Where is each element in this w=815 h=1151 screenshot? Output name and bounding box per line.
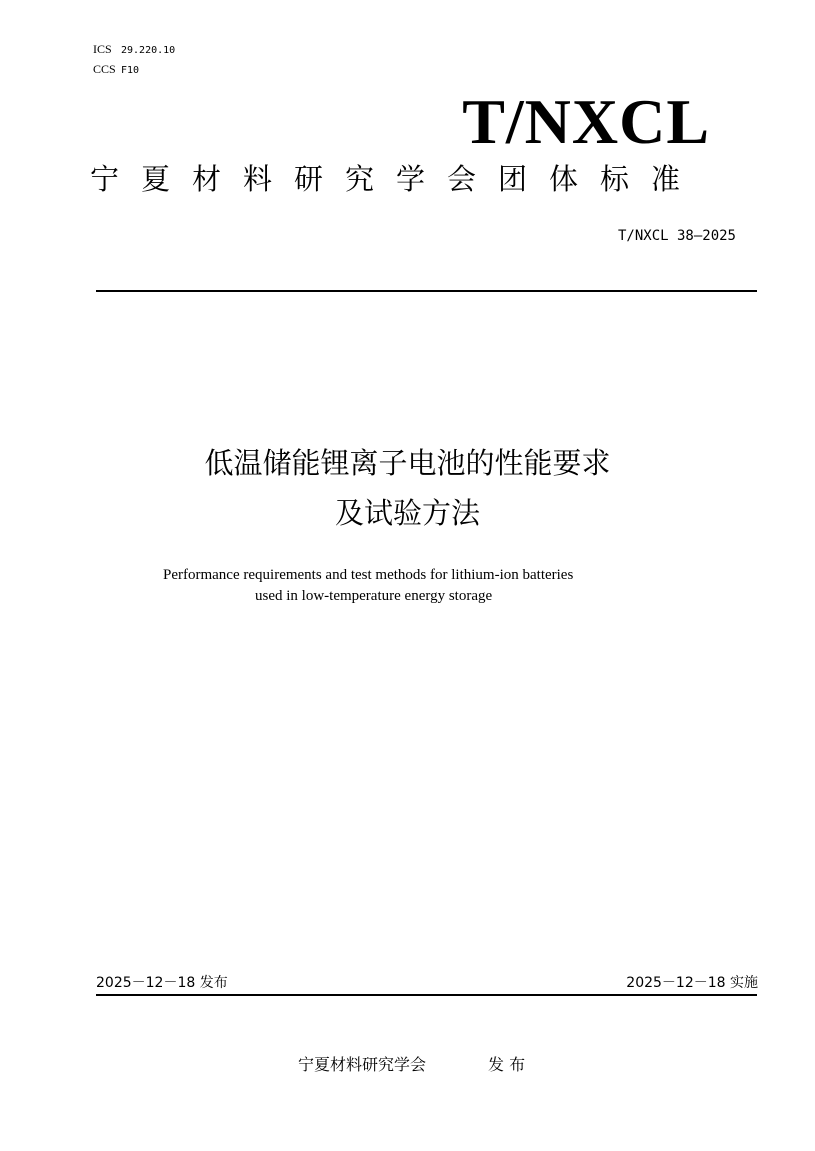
standard-type: 宁夏材料研究学会团体标准 — [90, 162, 703, 196]
implement-date: 2025－12－18 实施 — [626, 975, 758, 991]
issuer-name: 宁夏材料研究学会 — [298, 1055, 427, 1074]
publish-date: 2025－12－18 发布 — [96, 975, 228, 991]
ics-value: 29.220.10 — [121, 45, 176, 56]
title-cn-line2: 及试验方法 — [334, 496, 480, 530]
issue-word: 发 布 — [488, 1055, 526, 1074]
ics-code — [93, 42, 175, 58]
title-cn-line1: 低温储能锂离子电池的性能要求 — [204, 446, 611, 480]
ccs-value: F10 — [121, 65, 140, 76]
title-en-line1: Performance requirements and test methods for lithium-ion batteries — [163, 567, 574, 583]
title-en-line2: used in low-temperature energy storage — [255, 588, 493, 604]
header-divider — [96, 290, 757, 292]
ccs-label: CCS — [93, 62, 116, 76]
footer-divider — [96, 994, 757, 996]
brand-code: T/NXCL — [462, 86, 710, 157]
ics-label: ICS — [93, 42, 112, 56]
ccs-code — [93, 62, 139, 78]
standard-number: T/NXCL 38—2025 — [617, 228, 736, 244]
